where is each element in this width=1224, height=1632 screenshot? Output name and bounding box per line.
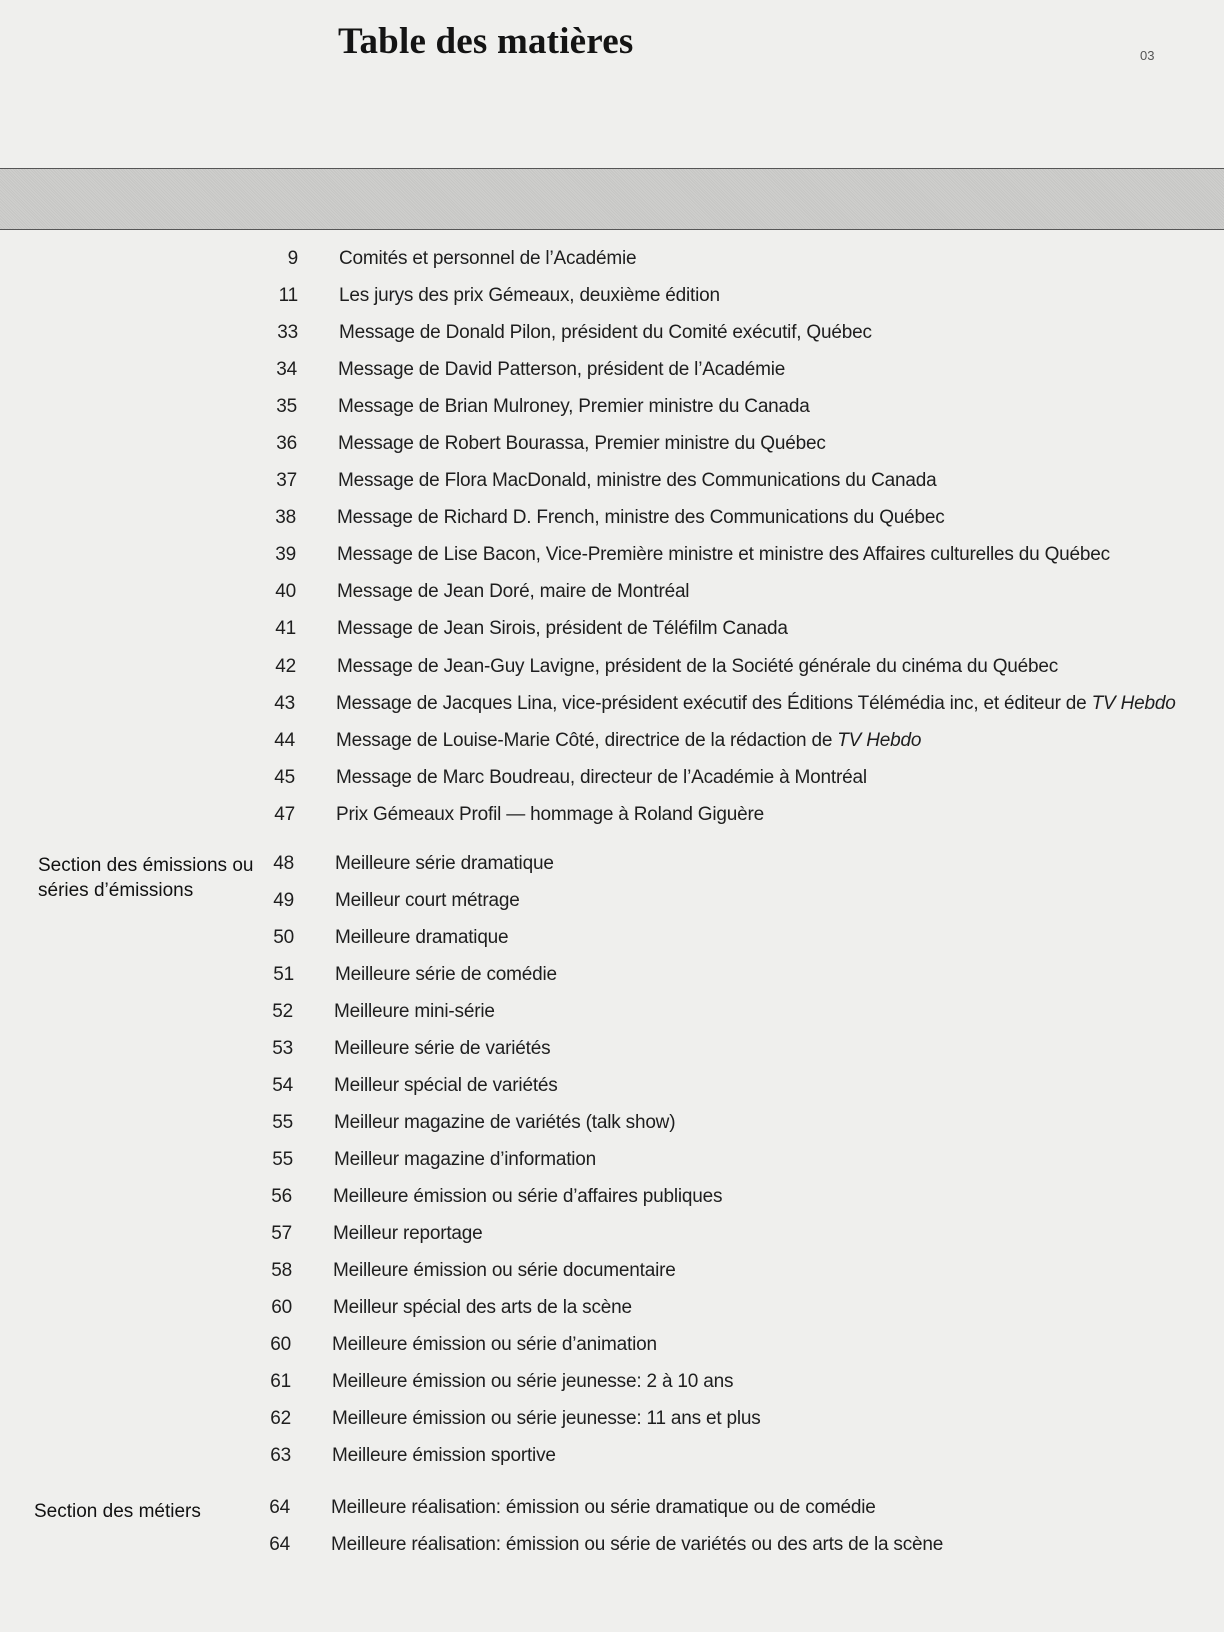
toc-entry xyxy=(0,1371,1224,1401)
toc-entry-title xyxy=(337,581,689,603)
toc-entry xyxy=(0,804,1224,834)
toc-entry-title xyxy=(338,359,785,381)
section-label-metiers: Section des métiers xyxy=(34,1501,201,1522)
toc-entry xyxy=(0,1149,1224,1179)
toc-page-number: 56 xyxy=(271,1186,292,1207)
toc-entry xyxy=(0,1445,1224,1475)
toc-entry-text: Message de Jacques Lina, vice-président exécutif des Éditions Télémédia inc, et éditeur de xyxy=(336,693,1092,714)
toc-entry xyxy=(0,927,1224,957)
toc-entry-title xyxy=(336,730,921,752)
toc-entry-text: Meilleur spécial de variétés xyxy=(334,1075,558,1096)
toc-page-number: 44 xyxy=(274,730,295,751)
toc-page-number: 49 xyxy=(273,890,294,911)
toc-page-number: 36 xyxy=(276,433,297,454)
toc-page-number: 40 xyxy=(275,581,296,602)
header-gray-band xyxy=(0,168,1224,230)
toc-entry-text: Message de Richard D. French, ministre des Communications du Québec xyxy=(337,507,945,528)
toc-page-number: 55 xyxy=(272,1112,293,1133)
toc-entry-italic-title: TV Hebdo xyxy=(1091,693,1176,714)
toc-entry-text: Prix Gémeaux Profil — hommage à Roland Giguère xyxy=(336,804,764,825)
toc-entry-title xyxy=(337,618,788,640)
toc-entry-title xyxy=(333,1223,483,1245)
toc-page-number: 62 xyxy=(270,1408,291,1429)
toc-page-number: 38 xyxy=(275,507,296,528)
toc-entry-title xyxy=(332,1445,556,1467)
page-title: Table des matières xyxy=(338,21,634,62)
toc-entry xyxy=(0,433,1224,463)
toc-entry xyxy=(0,964,1224,994)
toc-entry-text: Message de Jean-Guy Lavigne, président de la Société générale du cinéma du Québec xyxy=(337,656,1059,677)
toc-entry xyxy=(0,618,1224,648)
toc-entry-title xyxy=(332,1334,657,1356)
toc-page-number: 50 xyxy=(273,927,294,948)
toc-entry-title xyxy=(339,285,720,307)
toc-page-number: 33 xyxy=(277,322,298,343)
section-label-emissions: Section des émissions ou séries d’émissions xyxy=(38,855,254,901)
toc-entry-title xyxy=(338,396,810,418)
toc-entry-text: Meilleure émission ou série jeunesse: 2 à 10 ans xyxy=(332,1371,734,1392)
toc-page-number: 52 xyxy=(272,1001,293,1022)
toc-entry xyxy=(0,396,1224,426)
toc-entry xyxy=(0,507,1224,537)
toc-entry xyxy=(0,322,1224,352)
toc-entry-text: Meilleure émission ou série jeunesse: 11 ans et plus xyxy=(332,1408,761,1429)
toc-entry-title xyxy=(336,693,1176,715)
toc-page-number: 42 xyxy=(275,656,296,677)
toc-entry-text: Comités et personnel de l’Académie xyxy=(339,248,637,269)
toc-entry xyxy=(0,1001,1224,1031)
toc-entry xyxy=(0,1186,1224,1216)
toc-entry xyxy=(0,1297,1224,1327)
toc-entry-title xyxy=(335,964,557,986)
page-number: 03 xyxy=(1140,48,1155,63)
toc-entry-italic-title: TV Hebdo xyxy=(837,730,922,751)
toc-page-number: 41 xyxy=(275,618,296,639)
toc-entry-title xyxy=(334,1149,596,1171)
toc-entry-text: Message de Donald Pilon, président du Comité exécutif, Québec xyxy=(339,322,872,343)
toc-page-number: 60 xyxy=(270,1334,291,1355)
toc-entry xyxy=(0,1497,1224,1527)
toc-page-number: 34 xyxy=(276,359,297,380)
toc-entry-title xyxy=(338,470,936,492)
toc-entry xyxy=(0,581,1224,611)
toc-entry-text: Meilleure série de variétés xyxy=(334,1038,551,1059)
toc-page-number: 58 xyxy=(271,1260,292,1281)
toc-entry xyxy=(0,359,1224,389)
toc-entry xyxy=(0,470,1224,500)
toc-entry-title xyxy=(337,544,1110,566)
toc-entry-title xyxy=(335,927,508,949)
toc-entry xyxy=(0,1038,1224,1068)
toc-page-number: 61 xyxy=(270,1371,291,1392)
toc-entry-text: Meilleure série dramatique xyxy=(335,853,554,874)
toc-entry-title xyxy=(335,890,520,912)
toc-entry-title xyxy=(335,853,554,875)
toc-page-number: 51 xyxy=(273,964,294,985)
toc-entry-text: Meilleur spécial des arts de la scène xyxy=(333,1297,632,1318)
toc-entry-title xyxy=(334,1075,558,1097)
toc-entry xyxy=(0,730,1224,760)
toc-entry-title xyxy=(337,507,945,529)
toc-entry-text: Message de David Patterson, président de l’Académie xyxy=(338,359,786,380)
toc-page-number: 53 xyxy=(272,1038,293,1059)
toc-entry-text: Message de Brian Mulroney, Premier ministre du Canada xyxy=(338,396,810,417)
toc-entry-title xyxy=(337,656,1058,678)
toc-entry-text: Meilleure émission ou série documentaire xyxy=(333,1260,676,1281)
toc-page-number: 57 xyxy=(271,1223,292,1244)
toc-entry-text: Meilleur magazine d’information xyxy=(334,1149,597,1170)
toc-entry-title xyxy=(331,1497,876,1519)
toc-entry-text: Meilleur reportage xyxy=(333,1223,483,1244)
toc-entry-text: Meilleure émission ou série d’animation xyxy=(332,1334,657,1355)
toc-entry xyxy=(0,693,1224,723)
toc-page-number: 43 xyxy=(274,693,295,714)
toc-entry xyxy=(0,1260,1224,1290)
toc-entry xyxy=(0,285,1224,315)
toc-entry xyxy=(0,1075,1224,1105)
toc-entry-text: Meilleure émission sportive xyxy=(332,1445,556,1466)
toc-entry-title xyxy=(336,767,867,789)
toc-entry-text: Message de Jean Doré, maire de Montréal xyxy=(337,581,690,602)
toc-entry-title xyxy=(338,433,826,455)
toc-entry-text: Meilleure dramatique xyxy=(335,927,509,948)
toc-entry-title xyxy=(333,1297,632,1319)
toc-entry xyxy=(0,1408,1224,1438)
toc-entry-title xyxy=(334,1038,550,1060)
toc-entry-text: Meilleure série de comédie xyxy=(335,964,557,985)
toc-entry-title xyxy=(334,1112,675,1134)
toc-entry xyxy=(0,1534,1224,1564)
toc-entry xyxy=(0,1112,1224,1142)
toc-entry-text: Meilleur magazine de variétés (talk show) xyxy=(334,1112,676,1133)
toc-entry-text: Meilleure émission ou série d’affaires publiques xyxy=(333,1186,723,1207)
toc-entry-title xyxy=(332,1371,733,1393)
toc-entry xyxy=(0,544,1224,574)
toc-entry-text: Message de Marc Boudreau, directeur de l’Académie à Montréal xyxy=(336,767,867,788)
toc-page-number: 55 xyxy=(272,1149,293,1170)
toc-entry xyxy=(0,1334,1224,1364)
toc-page-number: 9 xyxy=(287,248,298,269)
toc-entry-title xyxy=(331,1534,943,1556)
toc-entry-text: Meilleure réalisation: émission ou série dramatique ou de comédie xyxy=(331,1497,876,1518)
toc-page-number: 11 xyxy=(278,285,298,306)
toc-page-number: 54 xyxy=(272,1075,293,1096)
toc-entry-title xyxy=(332,1408,761,1430)
toc-entry xyxy=(0,248,1224,278)
toc-entry-title xyxy=(334,1001,495,1023)
toc-entry-title xyxy=(333,1186,722,1208)
toc-page-number: 60 xyxy=(271,1297,292,1318)
toc-entry-text: Meilleure mini-série xyxy=(334,1001,495,1022)
toc-entry-text: Message de Lise Bacon, Vice-Première ministre et ministre des Affaires culturelles du Québec xyxy=(337,544,1110,565)
toc-page-number: 48 xyxy=(273,853,294,874)
toc-entry xyxy=(0,656,1224,686)
toc-page-number: 64 xyxy=(269,1497,290,1518)
toc-entry-text: Meilleure réalisation: émission ou série de variétés ou des arts de la scène xyxy=(331,1534,944,1555)
toc-entry xyxy=(0,853,1224,883)
toc-entry-text: Les jurys des prix Gémeaux, deuxième édition xyxy=(339,285,720,306)
toc-entry-title xyxy=(336,804,764,826)
toc-page-number: 35 xyxy=(276,396,297,417)
toc-entry-text: Message de Louise-Marie Côté, directrice de la rédaction de xyxy=(336,730,838,751)
toc-page-number: 47 xyxy=(274,804,295,825)
toc-entry-title xyxy=(339,322,872,344)
toc-page-number: 45 xyxy=(274,767,295,788)
toc-entry xyxy=(0,1223,1224,1253)
toc-page-number: 39 xyxy=(275,544,296,565)
toc-entry-text: Message de Flora MacDonald, ministre des Communications du Canada xyxy=(338,470,937,491)
toc-entry-title xyxy=(339,248,636,270)
toc-entry-text: Message de Jean Sirois, président de Téléfilm Canada xyxy=(337,618,788,639)
toc-entry-title xyxy=(333,1260,676,1282)
toc-page-number: 37 xyxy=(276,470,297,491)
toc-entry xyxy=(0,890,1224,920)
toc-page-number: 63 xyxy=(270,1445,291,1466)
toc-entry-text: Meilleur court métrage xyxy=(335,890,520,911)
toc-page-number: 64 xyxy=(269,1534,290,1555)
toc-entry-text: Message de Robert Bourassa, Premier ministre du Québec xyxy=(338,433,826,454)
toc-entry xyxy=(0,767,1224,797)
